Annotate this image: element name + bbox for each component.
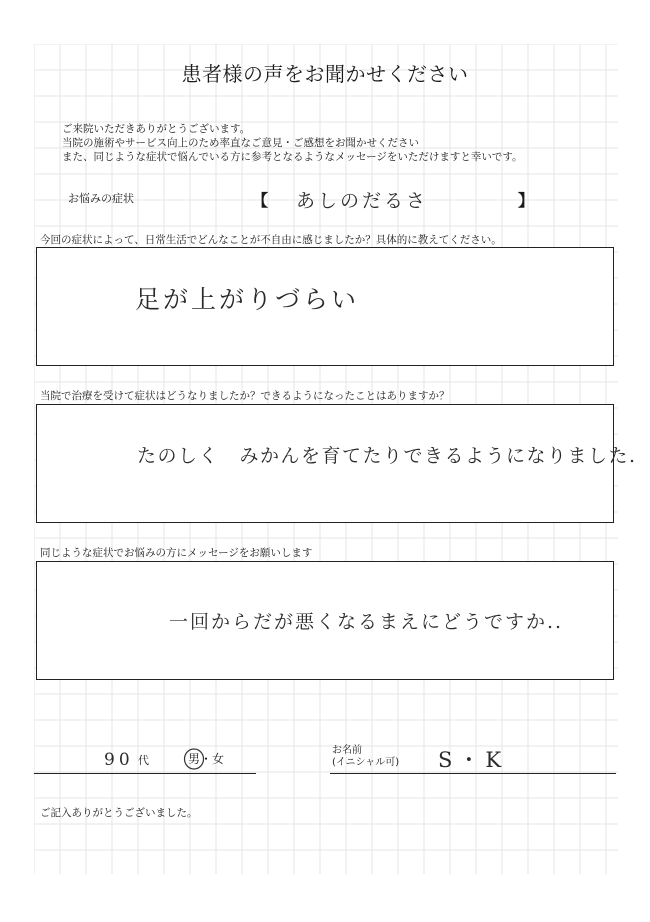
gender-selector[interactable]	[188, 752, 224, 766]
answer-box[interactable]	[36, 247, 614, 366]
name-label: お名前	[332, 745, 362, 756]
intro-text	[62, 122, 523, 164]
question-prompt: 当院で治療を受けて症状はどうなりましたか？できるようになったことはありますか？	[40, 390, 450, 402]
age-value[interactable]: 90	[104, 750, 134, 770]
symptom-answer[interactable]: あしのだるさ	[296, 190, 429, 212]
gender-male-option[interactable]	[188, 752, 200, 766]
question-prompt: 今回の症状によって、日常生活でどんなことが不自由に感じましたか？具体的に教えてください。	[40, 234, 502, 246]
name-sublabel: (イニシャル可)	[332, 757, 400, 768]
name-label-block	[332, 745, 399, 769]
symptom-label: お悩みの症状	[68, 192, 134, 205]
answer-text: 足が上がりづらい	[135, 285, 360, 314]
answer-box[interactable]	[36, 404, 637, 523]
name-underline	[330, 773, 616, 774]
name-value[interactable]: S・K	[438, 748, 508, 772]
intro-line: また、同じような症状で悩んでいる方に参考となるようなメッセージをいただけますと幸いです。	[62, 151, 523, 163]
age-gender-underline	[34, 773, 256, 774]
answer-box[interactable]	[36, 561, 614, 680]
page-title: 患者様の声をお聞かせください	[181, 62, 469, 86]
symptom-bracket-close: 】	[518, 191, 535, 210]
answer-text: たのしく みかんを育てたりできるようになりました.	[137, 445, 637, 467]
selected-circle-icon	[183, 747, 207, 771]
gender-separator: ・	[200, 752, 213, 766]
question-prompt: 同じような症状でお悩みの方にメッセージをお願いします	[40, 547, 313, 559]
age-suffix: 代	[138, 754, 149, 767]
intro-line: 当院の施術やサービス向上のため率直なご意見・ご感想をお聞かせください	[62, 137, 419, 149]
intro-line: ご来院いただきありがとうございます。	[62, 123, 251, 135]
gender-female-option[interactable]: 女	[212, 752, 225, 766]
symptom-bracket-open: 【	[252, 191, 269, 210]
answer-text: 一回からだが悪くなるまえにどうですか..	[169, 611, 564, 633]
footer-text: ご記入ありがとうございました。	[40, 807, 198, 819]
gender-male-label: 男	[188, 752, 201, 766]
